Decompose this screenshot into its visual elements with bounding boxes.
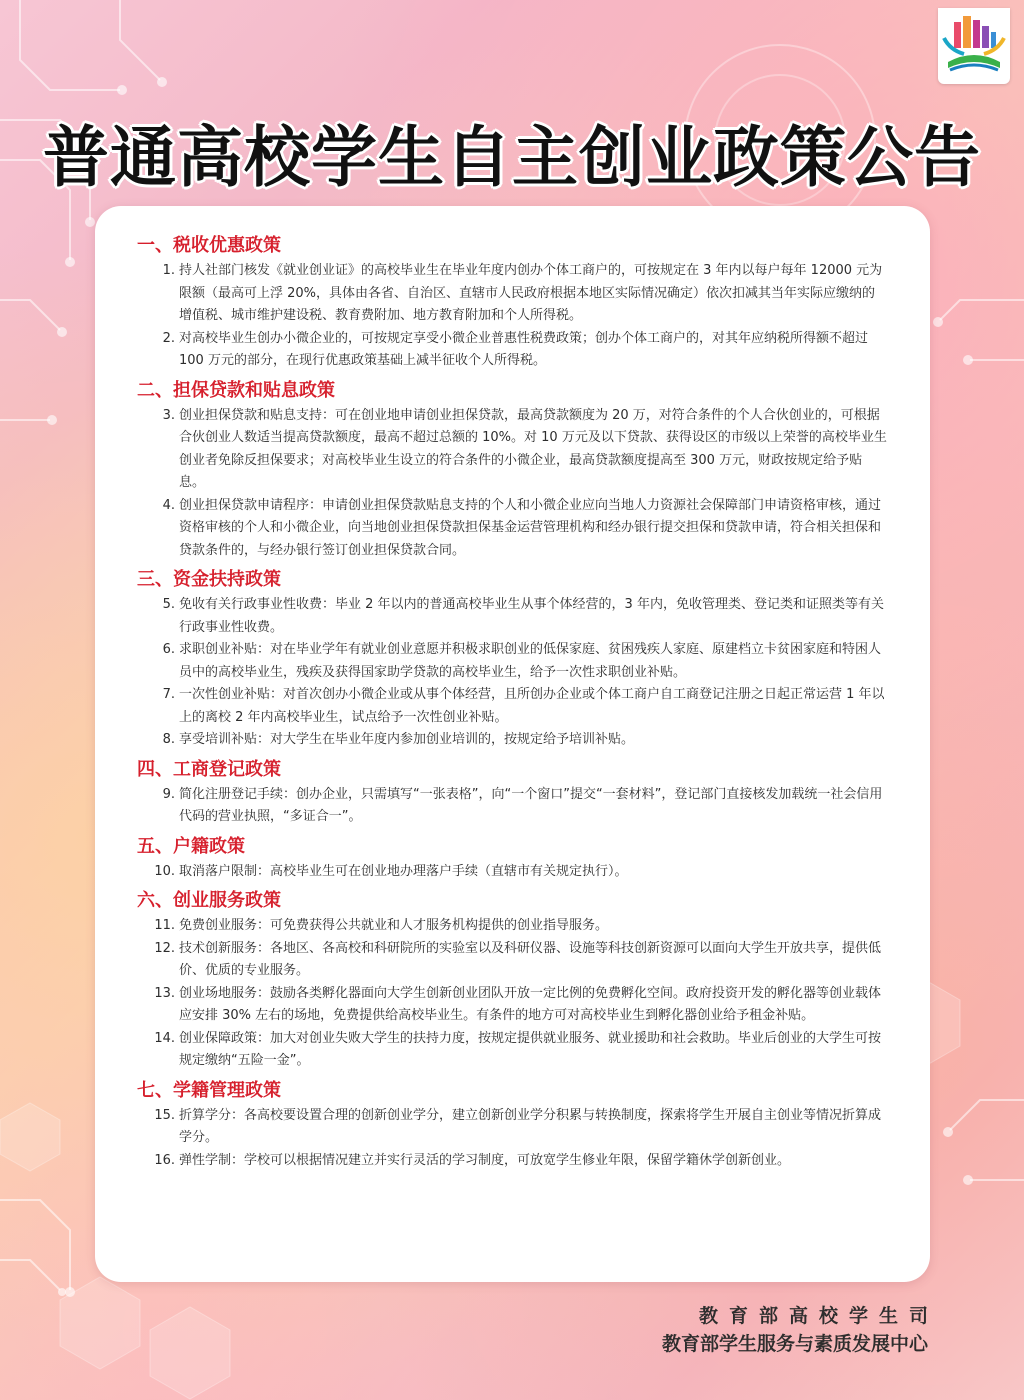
section-service: [137, 889, 887, 1073]
list-item: [137, 1150, 887, 1173]
section-funding: [137, 568, 887, 752]
issuer-line-2: 教育部学生服务与素质发展中心: [661, 1333, 928, 1355]
policy-content: [137, 234, 887, 1178]
section-registration: [137, 758, 887, 829]
section-tax: [137, 234, 887, 373]
item-text: 持人社部门核发《就业创业证》的高校毕业生在毕业年度内创办个体工商户的，可按规定在 3 年内以每户每年 12000 元为限额（最高可上浮 20%，具体由各省、自治区、直辖市人民政府根据本地区实际情况确定）依次扣减其当年实际应缴纳的增值税、城市维护建设税、教育费附加、地方教育附加和个人所得税。: [179, 263, 883, 323]
section-heading: 三、资金扶持政策: [137, 569, 281, 590]
list-item: [137, 594, 887, 639]
city-buildings-logo-icon: [938, 8, 1010, 84]
item-number: 12.: [154, 940, 175, 956]
item-number: 10.: [154, 863, 175, 879]
item-text: 弹性学制：学校可以根据情况建立并实行灵活的学习制度，可放宽学生修业年限，保留学籍休学创新创业。: [179, 1152, 791, 1168]
item-text: 求职创业补贴：对在毕业学年有就业创业意愿并积极求职创业的低保家庭、贫困残疾人家庭、原建档立卡贫困家庭和特困人员中的高校毕业生，残疾及获得国家助学贷款的高校毕业生，给予一次性求职创业补贴。: [179, 642, 882, 680]
list-item: [137, 861, 887, 884]
list-item: [137, 405, 887, 495]
content-card: [95, 206, 930, 1282]
section-heading: 七、学籍管理政策: [137, 1079, 281, 1101]
item-text: 享受培训补贴：对大学生在毕业年度内参加创业培训的，按规定给予培训补贴。: [179, 732, 635, 747]
section-heading: 二、担保贷款和贴息政策: [137, 379, 335, 401]
section-heading: 五、户籍政策: [137, 835, 245, 857]
item-number: 9.: [162, 786, 175, 802]
item-text: 创业保障政策：加大对创业失败大学生的扶持力度，按规定提供就业服务、就业援助和社会救助。毕业后创业的大学生可按规定缴纳“五险一金”。: [179, 1030, 882, 1068]
item-text: 免费创业服务：可免费获得公共就业和人才服务机构提供的创业指导服务。: [179, 918, 609, 933]
item-number: 2.: [162, 330, 175, 346]
item-text: 免收有关行政事业性收费：毕业 2 年以内的普通高校毕业生从事个体经营的，3 年内，免收管理类、登记类和证照类等有关行政事业性收费。: [179, 597, 884, 635]
item-number: 11.: [154, 918, 175, 933]
page-title: 普通高校学生自主创业政策公告: [43, 119, 981, 196]
list-item: [137, 1028, 887, 1073]
item-number: 16.: [154, 1152, 175, 1168]
list-item: [137, 328, 887, 373]
item-text: 一次性创业补贴：对首次创办小微企业或从事个体经营，且所创办企业或个体工商户自工商登记注册之日起正常运营 1 年以上的离校 2 年内高校毕业生，试点给予一次性创业补贴。: [179, 687, 885, 725]
item-number: 4.: [162, 497, 175, 513]
item-text: 创业担保贷款和贴息支持：可在创业地申请创业担保贷款，最高贷款额度为 20 万，对符合条件的个人合伙创业的，可根据合伙创业人数适当提高贷款额度，最高不超过总额的 10%。对 10 万元及以下贷款、获得设区的市级以上荣誉的高校毕业生创业者免除反担保要求；对高校毕业生设立的符合条件的小微企业，最高贷款额度提高至 300 万元，财政按规定给予贴息。: [179, 407, 887, 490]
item-number: 7.: [162, 687, 175, 702]
section-heading: 四、工商登记政策: [137, 758, 281, 780]
list-item: [137, 684, 887, 729]
section-enrollment: [137, 1079, 887, 1173]
item-text: 创业场地服务：鼓励各类孵化器面向大学生创新创业团队开放一定比例的免费孵化空间。政府投资开发的孵化器等创业载体应安排 30% 左右的场地，免费提供给高校毕业生。有条件的地方可对高校毕业生到孵化器创业给予租金补贴。: [179, 985, 882, 1023]
list-item: [137, 784, 887, 829]
list-item: [137, 983, 887, 1028]
item-number: 1.: [162, 263, 175, 278]
section-loan: [137, 379, 887, 563]
list-item: [137, 260, 887, 328]
issuer-footer: [661, 1302, 939, 1358]
item-number: 13.: [154, 985, 175, 1001]
list-item: [137, 938, 887, 983]
list-item: [137, 639, 887, 684]
item-number: 3.: [162, 407, 175, 423]
list-item: [137, 729, 887, 752]
item-text: 技术创新服务：各地区、各高校和科研院所的实验室以及科研仪器、设施等科技创新资源可以面向大学生开放共享，提供低价、优质的专业服务。: [179, 940, 882, 978]
list-item: [137, 1105, 887, 1150]
item-text: 取消落户限制：高校毕业生可在创业地办理落户手续（直辖市有关规定执行）。: [179, 863, 628, 879]
item-text: 折算学分：各高校要设置合理的创新创业学分，建立创新创业学分积累与转换制度，探索将学生开展自主创业等情况折算成学分。: [179, 1107, 882, 1145]
item-number: 8.: [162, 732, 175, 747]
item-number: 5.: [162, 597, 175, 612]
list-item: [137, 915, 887, 938]
section-heading: 一、税收优惠政策: [137, 235, 281, 256]
item-number: 6.: [162, 642, 175, 657]
item-text: 创业担保贷款申请程序：申请创业担保贷款贴息支持的个人和小微企业应向当地人力资源社会保障部门申请资格审核，通过资格审核的个人和小微企业，向当地创业担保贷款担保基金运营管理机构和经办银行提交担保和贷款申请，符合相关担保和贷款条件的，与经办银行签订创业担保贷款合同。: [179, 497, 882, 558]
section-heading: 六、创业服务政策: [137, 890, 281, 911]
section-household: [137, 835, 887, 884]
item-number: 14.: [154, 1030, 175, 1046]
item-text: 简化注册登记手续：创办企业，只需填写“一张表格”，向“一个窗口”提交“一套材料”，登记部门直接核发加载统一社会信用代码的营业执照，“多证合一”。: [179, 786, 883, 824]
issuer-line-1: 教育部高校学生司: [698, 1305, 939, 1327]
list-item: [137, 495, 887, 563]
item-text: 对高校毕业生创办小微企业的，可按规定享受小微企业普惠性税费政策；创办个体工商户的，对其年应纳税所得额不超过 100 万元的部分，在现行优惠政策基础上减半征收个人所得税。: [179, 330, 869, 368]
logo: [938, 8, 1010, 84]
item-number: 15.: [154, 1107, 175, 1123]
